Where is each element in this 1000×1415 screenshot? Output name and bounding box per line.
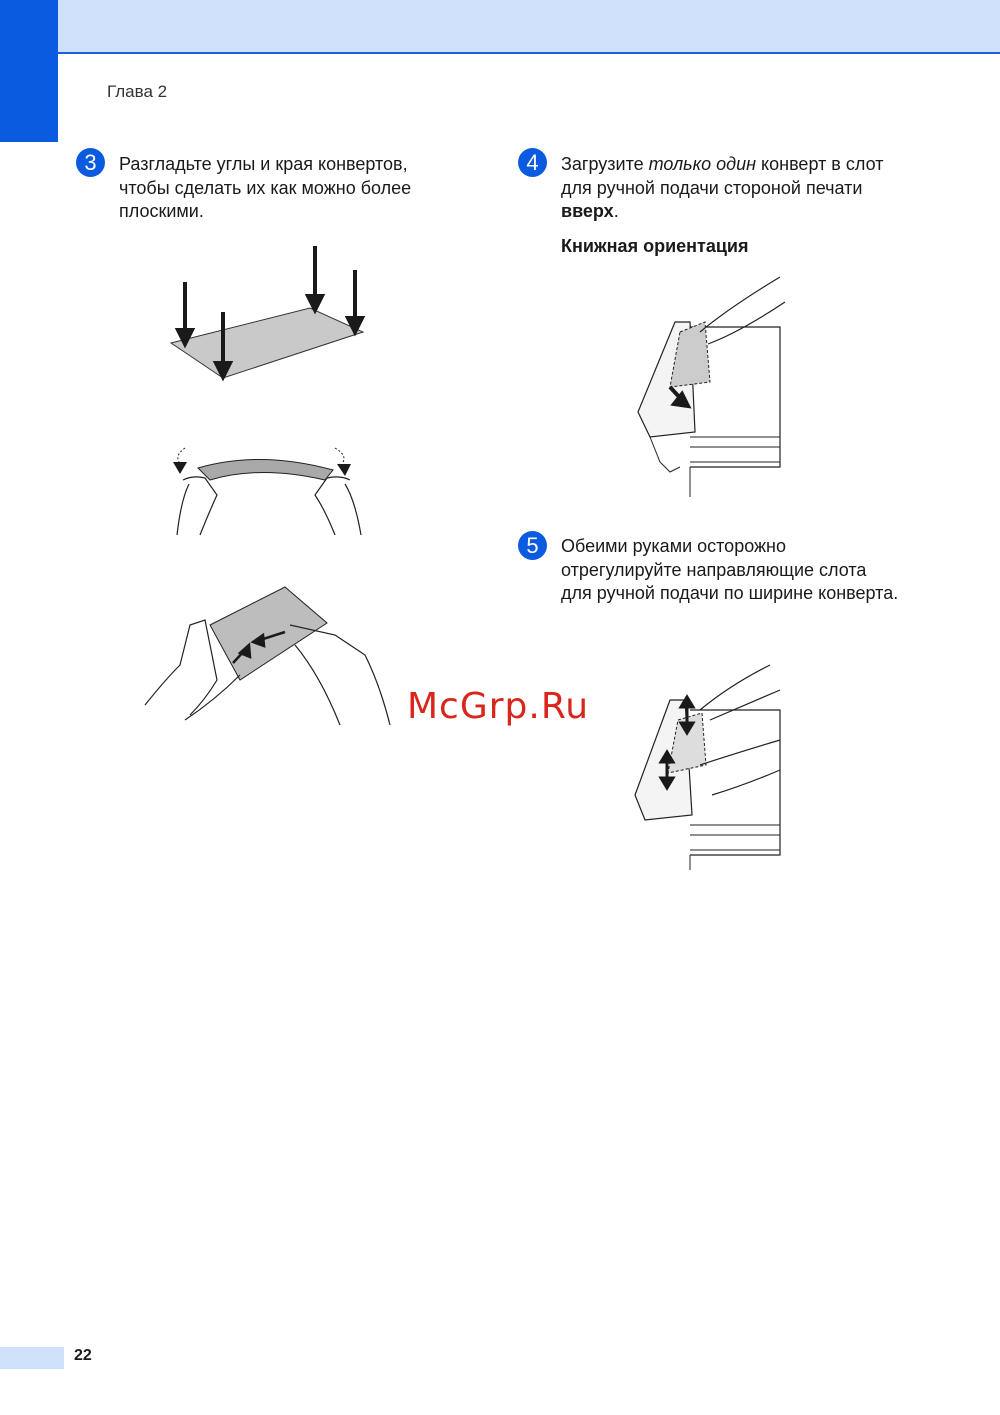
- page-number: 22: [74, 1347, 92, 1364]
- step-text: Загрузите только один конверт в слот для ручной подачи стороной печати вверх.: [561, 154, 884, 221]
- footer-band: [0, 1347, 64, 1369]
- step-number-badge: 5: [518, 531, 547, 560]
- orientation-subheading: Книжная ориентация: [561, 236, 749, 256]
- header-band: [0, 0, 1000, 54]
- flatten-envelope-illustration: [165, 240, 375, 385]
- watermark-text: McGrp.Ru: [407, 686, 590, 727]
- step-number-badge: 3: [76, 148, 105, 177]
- smooth-edges-illustration: [145, 585, 395, 730]
- adjust-guides-illustration: [630, 665, 790, 875]
- chapter-tab: [0, 0, 58, 142]
- load-envelope-illustration: [630, 272, 790, 502]
- bend-envelope-illustration: [165, 440, 375, 540]
- step-number-badge: 4: [518, 148, 547, 177]
- step-text: Обеими руками осторожно отрегулируйте направляющие слота для ручной подачи по ширине конверта.: [561, 536, 899, 603]
- step-text: Разгладьте углы и края конвертов, чтобы сделать их как можно более плоскими.: [119, 154, 412, 221]
- chapter-title: Глава 2: [107, 82, 168, 101]
